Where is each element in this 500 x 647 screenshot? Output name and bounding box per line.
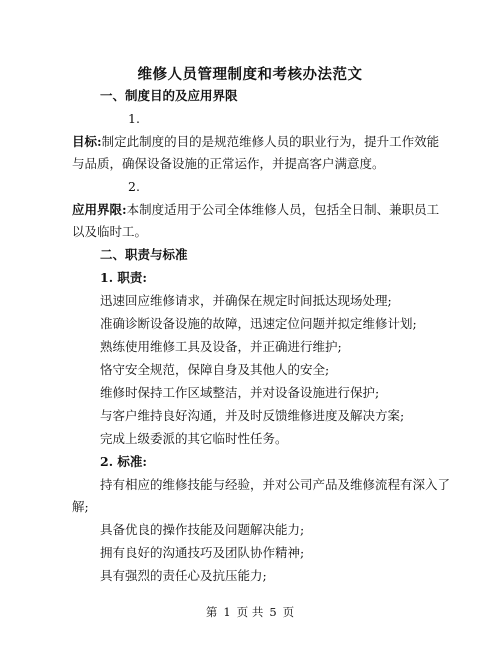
- standard-item: 具有强烈的责任心及抗压能力;: [100, 568, 267, 583]
- footer-suffix: 页: [282, 605, 295, 619]
- section2-heading: 二、职责与标准: [100, 247, 188, 262]
- page-footer: [0, 604, 500, 620]
- duty-item: 准确诊断设备设施的故障，迅速定位问题并拟定维修计划;: [100, 316, 417, 331]
- duty-item: 熟练使用维修工具及设备，并正确进行维护;: [100, 339, 342, 354]
- standard-item: 拥有良好的沟通技巧及团队协作精神;: [100, 545, 305, 560]
- section1-heading: 一、制度目的及应用界限: [100, 88, 238, 103]
- standard-item-line-2: 解;: [72, 499, 89, 514]
- document-title: 维修人员管理制度和考核办法范文: [137, 66, 363, 83]
- scope-paragraph-line-1: [72, 202, 439, 218]
- footer-total-pages: 5: [269, 605, 277, 619]
- item1-number: 1.: [128, 111, 140, 126]
- footer-prefix: 第: [205, 605, 218, 619]
- duty-item: 维修时保持工作区域整洁，并对设备设施进行保护;: [100, 385, 380, 400]
- goal-paragraph-line-1: [72, 134, 439, 150]
- goal-text-1: 制定此制度的目的是规范维修人员的职业行为，提升工作效能: [101, 134, 440, 149]
- scope-text-1: 本制度适用于公司全体维修人员，包括全日制、兼职员工: [126, 202, 440, 217]
- scope-text-2: 以及临时工。: [72, 224, 148, 239]
- footer-mid: 页 共: [236, 605, 264, 619]
- duty-item: 与客户维持良好沟通，并及时反馈维修进度及解决方案;: [100, 408, 405, 423]
- goal-text-2: 与品质，确保设备设施的正常运作，并提高客户满意度。: [72, 156, 385, 171]
- goal-label: 目标:: [72, 134, 102, 149]
- duty-item: 恪守安全规范，保障自身及其他人的安全;: [100, 362, 330, 377]
- duty-item: 迅速回应维修请求，并确保在规定时间抵达现场处理;: [100, 293, 392, 308]
- duties-heading: 1. 职责:: [100, 270, 148, 285]
- standard-item-line-1: 持有相应的维修技能与经验，并对公司产品及维修流程有深入了: [100, 477, 451, 492]
- scope-label: 应用界限:: [72, 202, 127, 217]
- standard-item: 具备优良的操作技能及问题解决能力;: [100, 522, 305, 537]
- standards-heading: 2. 标准:: [100, 454, 148, 469]
- footer-page-number: 1: [223, 605, 231, 619]
- duty-item: 完成上级委派的其它临时性任务。: [100, 431, 288, 446]
- item2-number: 2.: [128, 179, 140, 194]
